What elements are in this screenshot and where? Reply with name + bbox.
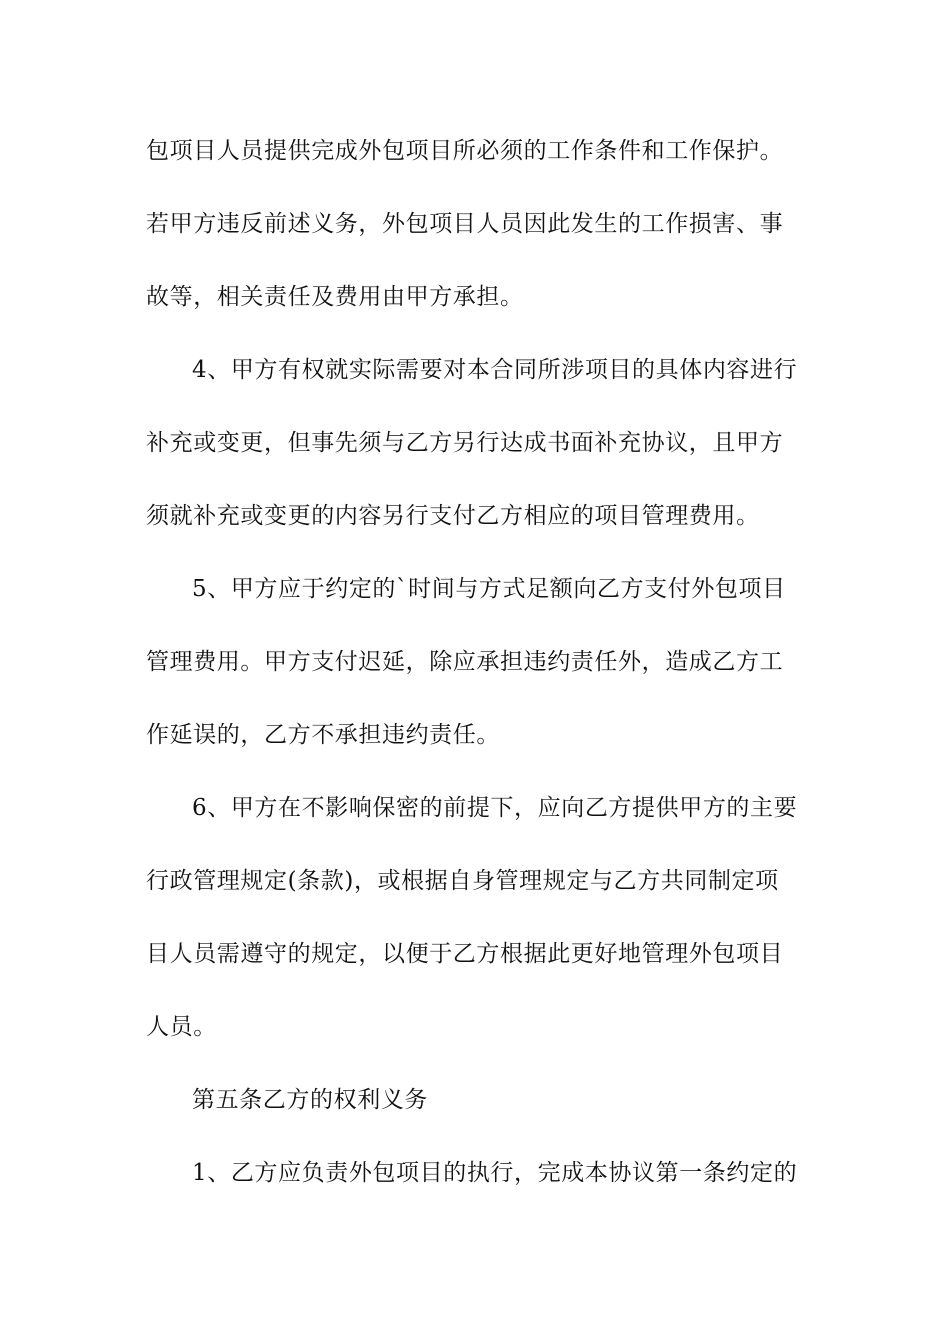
section-heading: 第五条乙方的权利义务	[192, 1087, 428, 1113]
text-line-4: 4、甲方有权就实际需要对本合同所涉项目的具体内容进行	[192, 357, 798, 383]
text-line-3: 故等，相关责任及费用由甲方承担。	[146, 284, 524, 310]
text-line-15: 1、乙方应负责外包项目的执行，完成本协议第一条约定的	[192, 1160, 798, 1186]
text-line-13: 人员。	[146, 1014, 217, 1040]
text-line-2: 若甲方违反前述义务，外包项目人员因此发生的工作损害、事	[146, 211, 784, 237]
text-line-5: 补充或变更，但事先须与乙方另行达成书面补充协议，且甲方	[146, 430, 784, 456]
text-line-9: 作延误的，乙方不承担违约责任。	[146, 722, 500, 748]
text-line-8: 管理费用。甲方支付迟延，除应承担违约责任外，造成乙方工	[146, 649, 784, 675]
text-line-7: 5、甲方应于约定的`时间与方式足额向乙方支付外包项目	[192, 576, 786, 602]
text-line-6: 须就补充或变更的内容另行支付乙方相应的项目管理费用。	[146, 503, 760, 529]
text-line-12: 目人员需遵守的规定，以便于乙方根据此更好地管理外包项目	[146, 941, 784, 967]
text-line-1: 包项目人员提供完成外包项目所必须的工作条件和工作保护。	[146, 138, 784, 164]
text-line-11: 行政管理规定(条款)，或根据自身管理规定与乙方共同制定项	[146, 868, 779, 894]
text-line-10: 6、甲方在不影响保密的前提下，应向乙方提供甲方的主要	[192, 795, 798, 821]
